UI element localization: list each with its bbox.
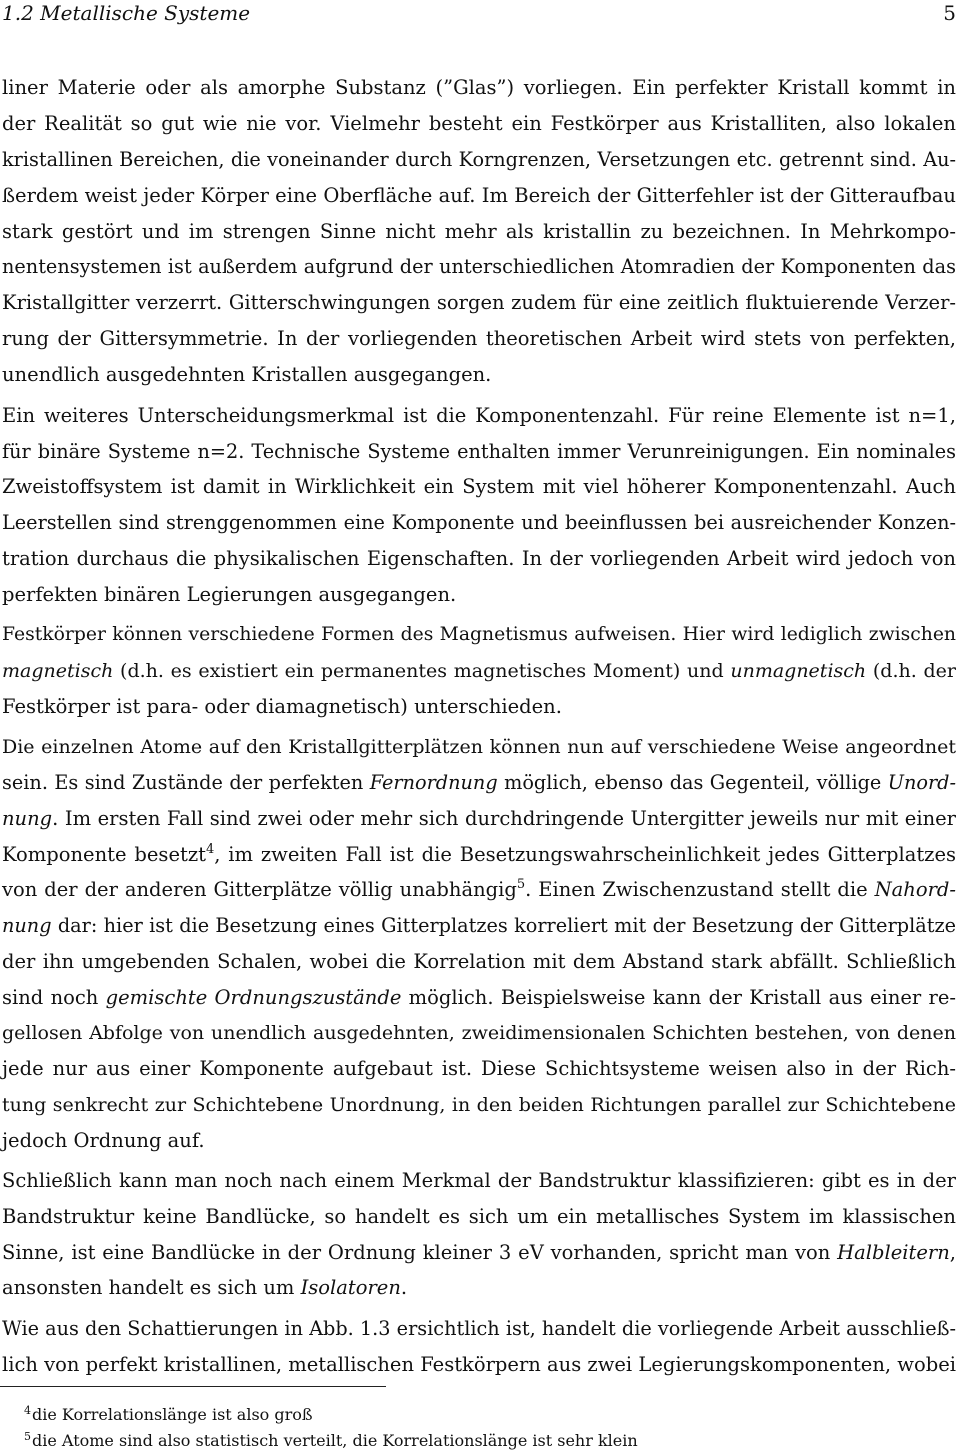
emphasized-text: unmagnetisch [730, 660, 867, 682]
text-run: Ein weiteres Unterscheidungsmerkmal ist die Komponentenzahl. Für reine Elemente ist n=1, [2, 404, 956, 427]
text-run: möglich. Beispielsweise kann der Kristall aus einer re- [401, 986, 956, 1009]
text-run: . Im ersten Fall sind zwei oder mehr sich durchdringende Untergitter jeweils nur mit einer [52, 807, 956, 830]
running-header [2, 0, 956, 26]
footnote-marker: 5 [516, 877, 526, 892]
text-run: . Einen Zwischenzustand stellt die [525, 878, 875, 901]
text-run: , [949, 1241, 956, 1264]
text-line [2, 74, 956, 102]
footnote-number: 5 [24, 1430, 31, 1443]
text-line [2, 361, 956, 389]
text-run: Zweistoffsystem ist damit in Wirklichkeit ein System mit viel höherer Komponentenzahl. Auch [2, 475, 956, 498]
text-line [2, 438, 956, 466]
text-line [2, 621, 956, 649]
text-line [2, 545, 956, 573]
footnote-text: die Korrelationslänge ist also groß [32, 1405, 313, 1424]
text-line [2, 769, 956, 797]
text-run: nentensystemen ist außerdem aufgrund der unterschiedlichen Atomradien der Komponenten das [2, 255, 956, 278]
text-run: Komponente besetzt [2, 843, 206, 866]
text-run: der ihn umgebenden Schalen, wobei die Korrelation mit dem Abstand stark abfällt. Schließlich [2, 950, 956, 973]
text-run: sind noch [2, 986, 106, 1009]
text-run: tration durchaus die physikalischen Eigenschaften. In der vorliegenden Arbeit wird jedoch von [2, 547, 956, 570]
emphasized-text: Isolatoren [300, 1276, 401, 1299]
text-run: (d.h. es existiert ein permanentes magnetisches Moment) und [113, 660, 731, 682]
text-run: kristallinen Bereichen, die voneinander durch Korngrenzen, Versetzungen etc. getrennt sind. Au- [2, 148, 956, 171]
text-run: jedoch Ordnung auf. [2, 1129, 205, 1152]
text-run: Festkörper ist para- oder diamagnetisch) unterschieden. [2, 695, 562, 718]
text-line [2, 218, 956, 246]
text-run: Festkörper können verschiedene Formen des Magnetismus aufweisen. Hier wird lediglich zwischen [2, 624, 956, 645]
text-line [2, 1091, 956, 1119]
text-line [2, 876, 956, 904]
text-run: Sinne, ist eine Bandlücke in der Ordnung kleiner 3 eV vorhanden, spricht man von [2, 1241, 838, 1264]
text-line [2, 657, 956, 685]
text-run: lich von perfekt kristallinen, metallischen Festkörpern aus zwei Legierungskomponenten, wobei [2, 1353, 956, 1376]
footnote-marker: 4 [205, 842, 215, 857]
text-run: (d.h. der [866, 660, 956, 682]
text-run: tung senkrecht zur Schichtebene Unordnung, in den beiden Richtungen parallel zur Schichtebene [2, 1094, 956, 1116]
text-run: Die einzelnen Atome auf den Kristallgitterplätzen können nun auf verschiedene Weise angeordnet [2, 736, 956, 758]
text-run: Kristallgitter verzerrt. Gitterschwingungen sorgen zudem für eine zeitlich fluktuierende Verzer- [2, 291, 956, 314]
emphasized-text: Nahord- [874, 878, 956, 901]
text-line [2, 1127, 956, 1155]
text-line [2, 805, 956, 833]
text-line [2, 948, 956, 976]
text-line [2, 1019, 956, 1047]
text-line [2, 912, 956, 940]
text-line [2, 841, 956, 869]
text-line [2, 581, 956, 609]
text-run: von der der anderen Gitterplätze völlig unabhängig [2, 878, 517, 901]
footnote-rule [0, 1386, 386, 1387]
emphasized-text: gemischte Ordnungszustände [105, 986, 402, 1009]
text-line [2, 253, 956, 281]
emphasized-text: Halbleitern [837, 1241, 950, 1264]
text-line [2, 693, 956, 721]
text-run: ansonsten handelt es sich um [2, 1276, 301, 1299]
text-line [2, 1167, 956, 1195]
text-line [2, 1239, 956, 1267]
footnote [24, 1430, 638, 1452]
footnote-number: 4 [24, 1404, 31, 1417]
page-number: 5 [943, 1, 956, 25]
text-line [2, 325, 956, 353]
text-line [2, 1055, 956, 1083]
text-run: dar: hier ist die Besetzung eines Gitterplatzes korreliert mit der Besetzung der Gitterplätze [51, 914, 956, 937]
text-line [2, 182, 956, 210]
text-run: möglich, ebenso das Gegenteil, völlige [497, 771, 888, 794]
emphasized-text: Unord- [887, 771, 956, 794]
text-line [2, 1203, 956, 1231]
text-run: Leerstellen sind strenggenommen eine Komponente und beeinflussen bei ausreichender Konzen- [2, 511, 956, 534]
text-run: Wie aus den Schattierungen in Abb. 1.3 ersichtlich ist, handelt die vorliegende Arbeit ausschließ- [2, 1317, 956, 1340]
text-line [2, 1351, 956, 1379]
text-run: unendlich ausgedehnten Kristallen ausgegangen. [2, 363, 492, 386]
text-line [2, 1315, 956, 1343]
text-run: rung der Gittersymmetrie. In der vorliegenden theoretischen Arbeit wird stets von perfekten, [2, 327, 956, 350]
text-line [2, 1274, 956, 1302]
text-line [2, 473, 956, 501]
text-run: der Realität so gut wie nie vor. Vielmehr besteht ein Festkörper aus Kristalliten, also lokalen [2, 112, 956, 135]
footnote-text: die Atome sind also statistisch verteilt, die Korrelationslänge ist sehr klein [32, 1431, 638, 1450]
text-run: Schließlich kann man noch nach einem Merkmal der Bandstruktur klassifizieren: gibt es in der [2, 1169, 956, 1192]
text-run: perfekten binären Legierungen ausgegangen. [2, 583, 457, 606]
text-line [2, 289, 956, 317]
text-line [2, 984, 956, 1012]
text-line [2, 402, 956, 430]
footnote [24, 1404, 313, 1426]
text-run: . [400, 1276, 408, 1299]
emphasized-text: nung [2, 807, 53, 830]
text-run: Bandstruktur keine Bandlücke, so handelt es sich um ein metallisches System im klassischen [2, 1205, 956, 1228]
text-line [2, 509, 956, 537]
text-line [2, 110, 956, 138]
text-run: sein. Es sind Zustände der perfekten [2, 771, 370, 794]
emphasized-text: Fernordnung [369, 771, 498, 794]
emphasized-text: magnetisch [2, 660, 114, 682]
emphasized-text: nung [2, 914, 52, 937]
text-run: gellosen Abfolge von unendlich ausgedehnten, zweidimensionalen Schichten bestehen, von denen [2, 1022, 956, 1044]
text-run: liner Materie oder als amorphe Substanz (”Glas”) vorliegen. Ein perfekter Kristall kommt in [2, 76, 956, 99]
text-run: ßerdem weist jeder Körper eine Oberfläche auf. Im Bereich der Gitterfehler ist der Gitteraufbau [2, 184, 956, 207]
text-run: für binäre Systeme n=2. Technische Systeme enthalten immer Verunreinigungen. Ein nominales [2, 440, 956, 463]
text-line [2, 146, 956, 174]
text-run: jede nur aus einer Komponente aufgebaut ist. Diese Schichtsysteme weisen also in der Rich- [2, 1057, 956, 1080]
text-line [2, 733, 956, 761]
text-run: stark gestört und im strengen Sinne nicht mehr als kristallin zu bezeichnen. In Mehrkompo- [2, 220, 956, 243]
text-run: , im zweiten Fall ist die Besetzungswahrscheinlichkeit jedes Gitterplatzes [214, 843, 956, 866]
section-title: 1.2 Metallische Systeme [2, 1, 251, 25]
